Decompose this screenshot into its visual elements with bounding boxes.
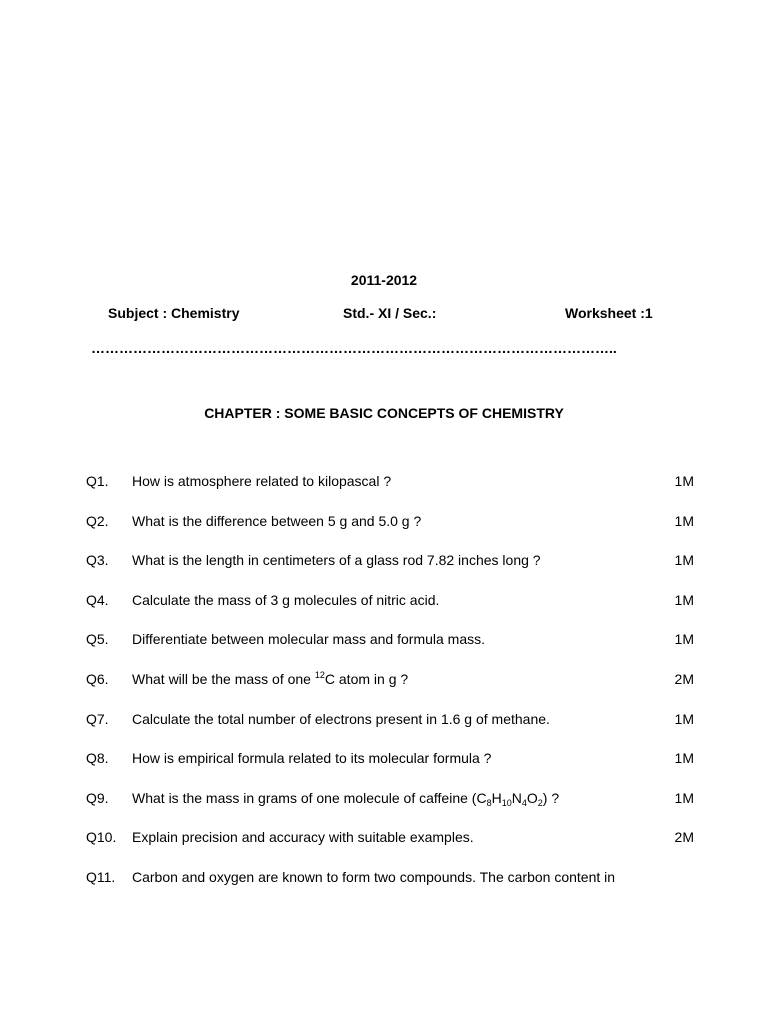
- question-number: Q5.: [86, 631, 109, 648]
- question-number: Q8.: [86, 750, 109, 767]
- academic-year: 2011-2012: [350, 272, 418, 288]
- question-text-end: ) ?: [542, 789, 560, 806]
- question-number: Q11.: [86, 868, 116, 885]
- question-text: [132, 789, 559, 807]
- subject-label: Subject : Chemistry: [108, 305, 240, 321]
- formula-subscript: 8: [486, 797, 492, 808]
- question-row: [0, 828, 768, 868]
- question-row: [0, 789, 768, 829]
- question-number: Q9.: [86, 789, 109, 806]
- isotope-mass-number: 12: [314, 669, 325, 680]
- worksheet-info-row: [0, 305, 768, 325]
- question-text: Calculate the total number of electrons present in 1.6 g of methane.: [132, 710, 550, 727]
- question-list: [0, 472, 768, 908]
- question-marks: 1M: [674, 789, 694, 806]
- question-text: How is empirical formula related to its molecular formula ?: [132, 750, 492, 767]
- question-number: Q3.: [86, 552, 109, 569]
- formula-element: H: [491, 789, 502, 806]
- question-text-end: C atom in g ?: [324, 670, 409, 687]
- formula-subscript: 4: [521, 797, 527, 808]
- question-row: [0, 630, 768, 670]
- question-marks: 1M: [674, 750, 694, 767]
- question-text-start: What will be the mass of one: [132, 670, 315, 687]
- formula-subscript: 10: [501, 797, 512, 808]
- question-text: How is atmosphere related to kilopascal ?: [132, 473, 392, 489]
- question-marks: 2M: [674, 829, 694, 846]
- question-marks: 1M: [674, 591, 694, 608]
- question-number: Q10.: [86, 829, 117, 846]
- question-text: Differentiate between molecular mass and formula mass.: [132, 631, 486, 648]
- worksheet-number-label: Worksheet :1: [565, 305, 653, 321]
- question-number: Q6.: [86, 670, 109, 687]
- question-marks: 1M: [674, 710, 694, 727]
- dotted-separator: …………………………………………………………………………………………………..: [91, 340, 617, 356]
- question-marks: 1M: [674, 512, 694, 529]
- question-row: [0, 512, 768, 552]
- chapter-title: CHAPTER : SOME BASIC CONCEPTS OF CHEMISTRY: [204, 405, 564, 421]
- question-marks: 1M: [674, 631, 694, 648]
- question-number: Q7.: [86, 710, 109, 727]
- question-row: [0, 472, 768, 512]
- question-marks: 2M: [674, 670, 694, 687]
- question-number: Q4.: [86, 591, 109, 608]
- formula-subscript: 2: [537, 797, 543, 808]
- formula-element: N: [511, 789, 522, 806]
- question-row: [0, 868, 768, 908]
- question-row: [0, 710, 768, 750]
- question-row: [0, 551, 768, 591]
- question-number: Q1.: [86, 473, 109, 489]
- question-text: [132, 670, 408, 688]
- question-row: [0, 670, 768, 710]
- question-number: Q2.: [86, 512, 109, 529]
- question-text: Calculate the mass of 3 g molecules of nitric acid.: [132, 591, 440, 608]
- standard-section-label: Std.- XI / Sec.:: [343, 305, 437, 321]
- formula-element: O: [526, 789, 538, 806]
- question-marks: 1M: [674, 552, 694, 569]
- question-text: Carbon and oxygen are known to form two compounds. The carbon content in: [132, 868, 616, 885]
- question-text: What is the difference between 5 g and 5.0 g ?: [132, 512, 422, 529]
- question-text: Explain precision and accuracy with suitable examples.: [132, 829, 474, 846]
- question-row: [0, 591, 768, 631]
- question-marks: 1M: [674, 473, 694, 489]
- question-text-start: What is the mass in grams of one molecule of caffeine (C: [132, 789, 487, 806]
- question-text: What is the length in centimeters of a glass rod 7.82 inches long ?: [132, 552, 541, 569]
- question-row: [0, 749, 768, 789]
